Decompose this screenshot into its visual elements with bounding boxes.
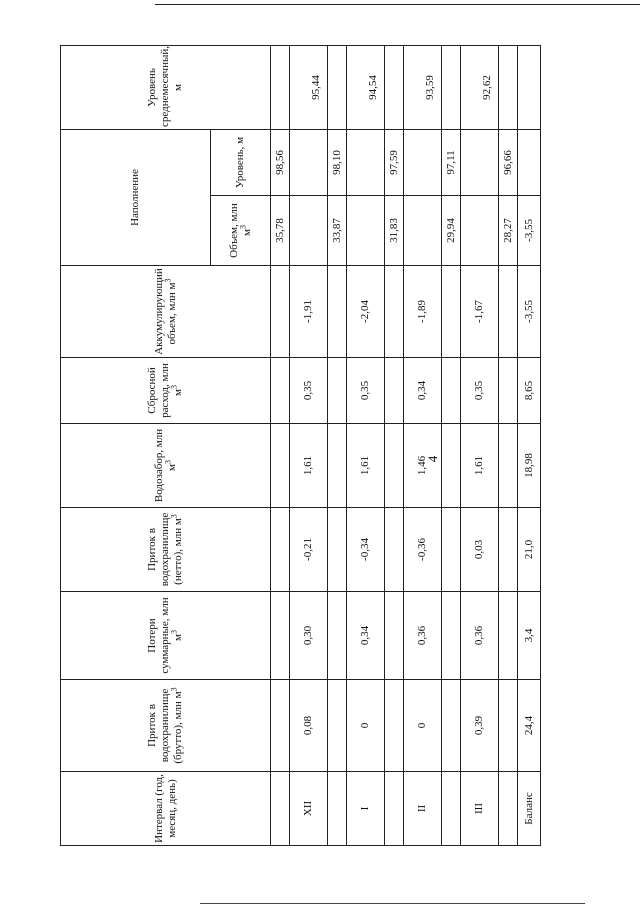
bottom-rule <box>200 903 585 904</box>
cell-accumulating: -1,89 <box>404 266 442 358</box>
cell-accumulating: -2,04 <box>347 266 385 358</box>
cell-volume: 35,78 <box>271 196 290 266</box>
cell-level: 98,10 <box>328 130 347 196</box>
cell-losses: 0,36 <box>461 592 499 680</box>
cell-interval: I <box>347 772 385 846</box>
rotated-table-wrapper <box>60 46 535 846</box>
header-volume: Объем, млн $м^3$ <box>211 196 271 266</box>
table-row <box>328 46 347 846</box>
cell-avg-level: 92,62 <box>461 46 499 130</box>
cell-losses: 0,30 <box>290 592 328 680</box>
table-row-balance <box>518 46 541 846</box>
table-row <box>461 46 499 846</box>
cell-discharge: 0,35 <box>347 358 385 424</box>
cell-discharge: 0,35 <box>290 358 328 424</box>
table-row <box>347 46 385 846</box>
cell-withdrawal: 1,46 <box>404 424 442 508</box>
cell-volume: -3,55 <box>518 196 541 266</box>
cell-inflow-gross: 0 <box>347 680 385 772</box>
header-avg-level: Уровень среднемесячный, м <box>61 46 271 130</box>
cell-volume: 33,87 <box>328 196 347 266</box>
cell-inflow-gross: 24,4 <box>518 680 541 772</box>
header-inflow-gross: Приток в водохранилище (брутто), млн $м^3$ <box>61 680 271 772</box>
cell-withdrawal: 1,61 <box>461 424 499 508</box>
cell-inflow-net: 0,03 <box>461 508 499 592</box>
top-rule <box>155 4 640 5</box>
cell-inflow-net: -0,21 <box>290 508 328 592</box>
cell-volume: 31,83 <box>385 196 404 266</box>
header-level: Уровень, м <box>211 130 271 196</box>
cell-inflow-gross: 0,08 <box>290 680 328 772</box>
cell-level: 97,11 <box>442 130 461 196</box>
cell-withdrawal: 1,61 <box>290 424 328 508</box>
table-row <box>290 46 328 846</box>
table-row <box>442 46 461 846</box>
cell-withdrawal: 18,98 <box>518 424 541 508</box>
cell-inflow-gross: 0,39 <box>461 680 499 772</box>
cell-discharge: 0,35 <box>461 358 499 424</box>
cell-avg-level: 94,54 <box>347 46 385 130</box>
table-row <box>499 46 518 846</box>
header-discharge: Сбросной расход, млн $м^3$ <box>61 358 271 424</box>
cell-accumulating: -1,91 <box>290 266 328 358</box>
table-row <box>385 46 404 846</box>
table-row-start <box>271 46 290 846</box>
cell-accumulating: -1,67 <box>461 266 499 358</box>
cell-level: 96,66 <box>499 130 518 196</box>
header-inflow-net: Приток в водохранилище (нетто), млн $м^3$ <box>61 508 271 592</box>
cell-losses: 0,34 <box>347 592 385 680</box>
table-row <box>404 46 442 846</box>
header-interval: Интервал (год, месяц, день) <box>61 772 271 846</box>
cell-avg-level: 93,59 <box>404 46 442 130</box>
cell-withdrawal: 1,61 <box>347 424 385 508</box>
cell-avg-level: 95,44 <box>290 46 328 130</box>
header-losses: Потери суммарные, млн $м^3$ <box>61 592 271 680</box>
header-accumulating: Аккумулирующий объем, млн $м^3$ <box>61 266 271 358</box>
cell-interval: II <box>404 772 442 846</box>
header-filling: Наполнение <box>61 130 211 266</box>
cell-interval: Баланс <box>518 772 541 846</box>
cell-losses: 3,4 <box>518 592 541 680</box>
cell-inflow-net: -0,36 <box>404 508 442 592</box>
cell-inflow-gross: 0 <box>404 680 442 772</box>
page-number: 4 <box>425 455 440 463</box>
cell-accumulating: -3,55 <box>518 266 541 358</box>
cell-discharge: 8,65 <box>518 358 541 424</box>
cell-inflow-net: -0,34 <box>347 508 385 592</box>
cell-interval: III <box>461 772 499 846</box>
cell-level: 98,56 <box>271 130 290 196</box>
cell-discharge: 0,34 <box>404 358 442 424</box>
cell-losses: 0,36 <box>404 592 442 680</box>
cell-volume: 28,27 <box>499 196 518 266</box>
cell-level: 97,59 <box>385 130 404 196</box>
rotated-table <box>60 46 535 846</box>
cell-interval: XII <box>290 772 328 846</box>
header-withdrawal: Водозабор, млн $м^3$ <box>61 424 271 508</box>
cell-inflow-net: 21,0 <box>518 508 541 592</box>
cell-volume: 29,94 <box>442 196 461 266</box>
reservoir-balance-table <box>60 45 541 846</box>
